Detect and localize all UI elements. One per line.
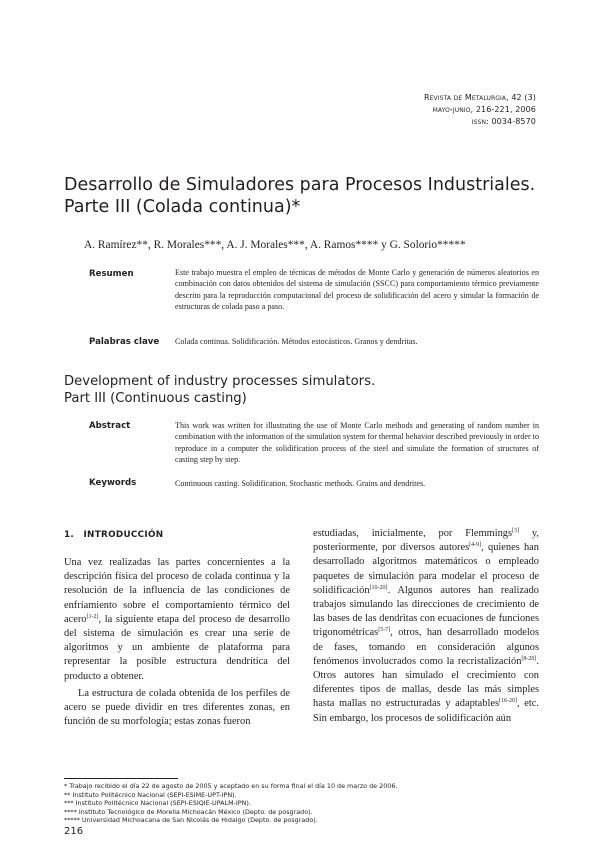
journal-volume: 42 (3) (508, 93, 536, 102)
section-title: INTRODUCCIÓN (83, 530, 164, 540)
citation-ref: [4-9] (469, 542, 482, 549)
left-paragraph-2: La estructura de colada obtenida de los perfiles de acero se puede dividir en tres diferentes zonas, en función de su morfología; estas zonas fueron (64, 687, 290, 728)
paper-title-en (64, 373, 544, 407)
right-text-4: . Algunos autores han realizado trabajos simulando las direcciones de crecimiento de las bases de las dendritas con ecuaciones de funciones trigonométricas (313, 584, 539, 639)
journal-header (424, 92, 536, 128)
section-heading (64, 530, 163, 540)
footnote-1: * Trabajo recibido el día 22 de agosto de 2005 y aceptado en su forma final el día 10 de marzo de 2006. (64, 782, 398, 790)
right-text-6: . Otros autores han simulado el crecimiento con diferentes tipos de mallas, desde las más simples hasta mallas no estructuradas y adaptables (313, 655, 539, 710)
citation-ref: [8-20] (521, 655, 537, 662)
right-text-7: , etc. Sin embargo, los procesos de solidificación aún (313, 698, 539, 724)
footnote-3: *** Instituto Politécnico Nacional (SEPI-ESIQIE-UPALM-IPN). (64, 799, 251, 808)
footnote-divider (64, 778, 178, 779)
citation-ref: [16-20] (499, 698, 518, 705)
paper-title-en-line-1: Development of industry processes simulators. (64, 374, 376, 389)
section-number: 1. (64, 530, 75, 540)
left-p1-text-a: Una vez realizadas las partes concernientes a la descripción física del proceso de colada continua y la resolución de la influencia de las condiciones de enfriamiento sobre el comportamiento térmico del acero (64, 557, 290, 625)
paper-title-en-line-2: Part III (Continuous casting) (64, 391, 247, 406)
palabras-clave-label: Palabras clave (89, 337, 160, 347)
footnote-2: ** Instituto Politécnico Nacional (SEPI-ESIME-UPT-IPN). (64, 790, 237, 799)
journal-issue: mayo-junio, (432, 105, 474, 114)
citation-ref: [10-20] (369, 584, 388, 591)
right-text-3: , quienes han desarrollado algoritmos matemáticos o empleado paquetes de simulación para modelar el proceso de solidificación (313, 542, 539, 596)
footnote-5: ***** Universidad Michoacana de San Nicolás de Hidalgo (Depto. de posgrado). (64, 816, 318, 825)
right-text-1: estudiadas, inicialmente, por Flemmings (313, 528, 513, 539)
right-text-2: y, posteriormente, por diversos autores (313, 528, 539, 554)
right-text-5: , otros, han desarrollado modelos de fases, tomando en consideración algunos fenómenos involucrados como la recristalización (313, 627, 539, 667)
paper-title-es-line-1: Desarrollo de Simuladores para Procesos Industriales. (64, 175, 536, 195)
resumen-label: Resumen (89, 269, 134, 279)
right-column (313, 527, 539, 726)
left-column (64, 556, 290, 729)
right-paragraph-1 (313, 527, 539, 726)
resumen-text: Este trabajo muestra el empleo de técnicas de métodos de Monte Carlo y generación de números aleatorios en combinación con datos obtenidos del sistema de simulación (SSCC) para comportamiento térmico previamente descrito para la reproducción computacional del proceso de solidificación del acero y simular la formación de estructuras de colada paso a paso. (175, 268, 539, 311)
journal-name: Revista de Metalurgia, (423, 93, 509, 102)
left-paragraph-1 (64, 556, 290, 684)
left-p1-text-b: , la siguiente etapa del proceso de desarrollo del sistema de simulación es crear una serie de algoritmos y un ambiente de plataforma para representar la posible estructura dendrítica del producto a obtener. (64, 613, 290, 682)
author-list: A. Ramírez**, R. Morales***, A. J. Morales***, A. Ramos**** y G. Solorio***** (84, 239, 466, 251)
journal-line-1 (424, 92, 536, 104)
keywords-label: Keywords (89, 478, 137, 488)
abstract-label: Abstract (89, 421, 131, 431)
journal-pages: 216-221, 2006 (473, 105, 536, 114)
citation-ref: [3] (512, 528, 520, 534)
page-number: 216 (64, 826, 84, 837)
citation-ref: [5-7] (378, 627, 391, 634)
issn-label: issn: (471, 117, 489, 126)
issn-value: 0034-8570 (488, 117, 536, 126)
palabras-clave-text: Colada continua. Solidificación. Métodos estocásticos. Granos y dendritas. (175, 337, 418, 346)
paper-title-es-line-2: Parte III (Colada continua)* (64, 197, 301, 217)
keywords-text: Continuous casting. Solidification. Stochastic methods. Grains and dendrites. (175, 479, 426, 488)
footnote-4: **** Instituto Tecnológico de Morelia Michoacán México (Depto. de posgrado). (64, 807, 313, 816)
footnotes (64, 782, 397, 825)
paper-title-es (64, 174, 544, 218)
citation-ref: [1-2] (86, 613, 99, 620)
journal-line-2 (424, 104, 536, 116)
journal-line-3 (424, 116, 536, 128)
abstract-text: This work was written for illustrating the use of Monte Carlo methods and generating of random number in combination with the information of the simulation system for thermal behavior described previously in order to reproduce in a computer the solidification process of the steel and simulate the formation of structures of casting step by step. (175, 421, 539, 464)
